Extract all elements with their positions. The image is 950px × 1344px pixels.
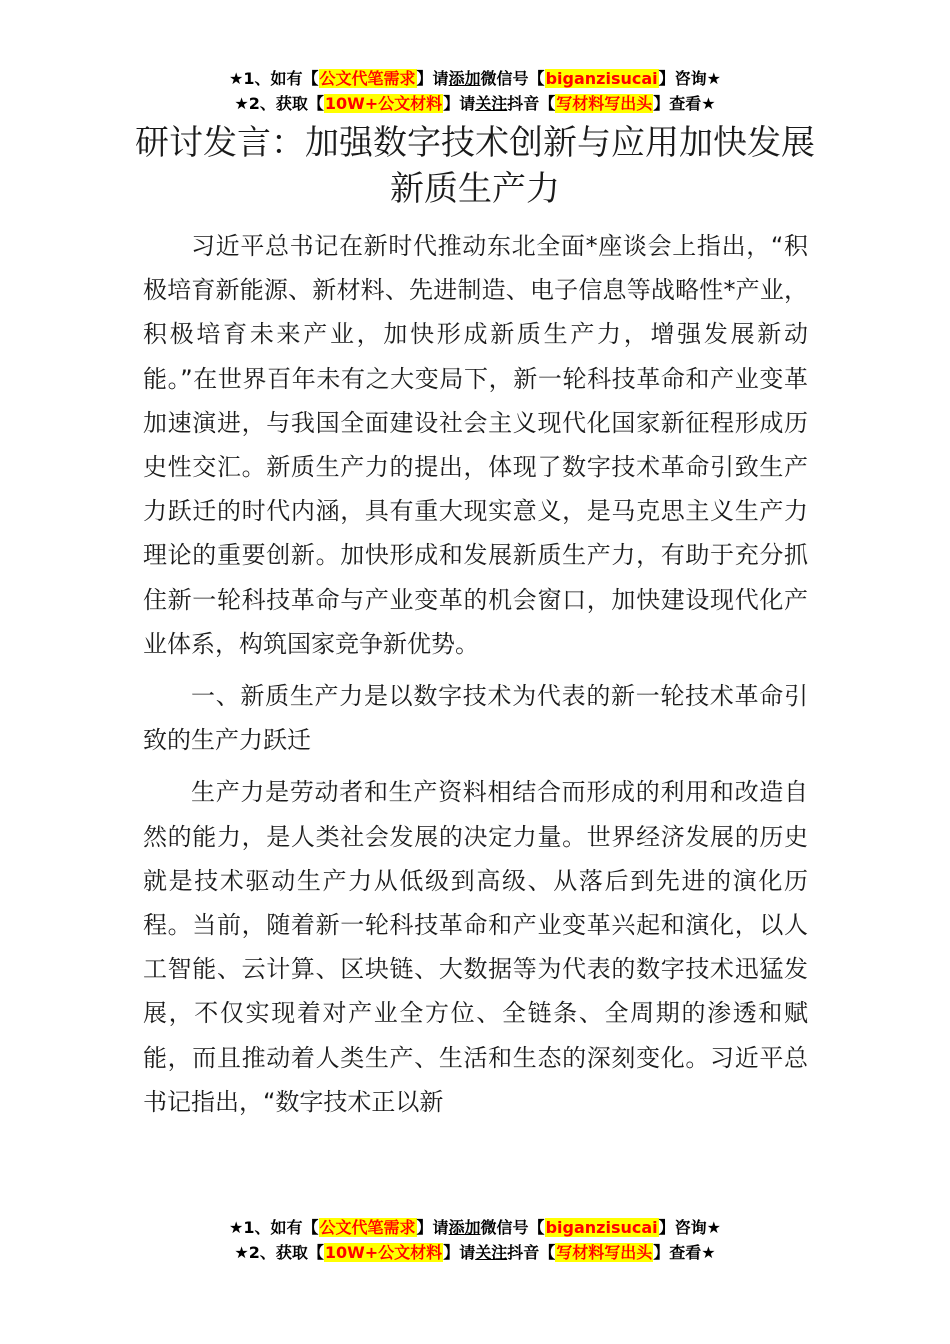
promo-line-1	[0, 66, 950, 91]
promo-text: 】查看	[653, 1243, 702, 1262]
underlined-text: 关注	[475, 1243, 508, 1262]
promo-text: 微信号【	[480, 1218, 545, 1237]
promo-line-1	[0, 1215, 950, 1240]
paragraph-intro: 习近平总书记在新时代推动东北全面*座谈会上指出，“积极培育新能源、新材料、先进制造、电子信息等战略性*产业，积极培育未来产业，加快形成新质生产力，增强发展新动能。”在世界百年未有之大变局下，新一轮科技革命和产业变革加速演进，与我国全面建设社会主义现代化国家新征程形成历史性交汇。新质生产力的提出，体现了数字技术革命引致生产力跃迁的时代内涵，具有重大现实意义，是马克思主义生产力理论的重要创新。加快形成和发展新质生产力，有助于充分抓住新一轮科技革命与产业变革的机会窗口，加快建设现代化产业体系，构筑国家竞争新优势。	[143, 232, 808, 658]
underlined-text: 关注	[475, 94, 508, 113]
promo-text: 】请	[416, 1218, 449, 1237]
highlight-text: 10W+公文材料	[324, 1243, 443, 1262]
promo-text: 】请	[443, 94, 476, 113]
star-icon: ★	[701, 1243, 716, 1262]
star-icon: ★	[229, 69, 244, 88]
highlight-text: 公文代笔需求	[319, 1218, 416, 1237]
promo-text: 抖音【	[507, 94, 556, 113]
promo-text: 2、获取【	[248, 1243, 324, 1262]
document-title: 研讨发言：加强数字技术创新与应用加快发展新质生产力	[135, 123, 815, 209]
promo-text: 】请	[443, 1243, 476, 1262]
star-icon: ★	[234, 94, 249, 113]
star-icon: ★	[706, 69, 721, 88]
star-icon: ★	[229, 1218, 244, 1237]
header-promo-banner	[0, 66, 950, 116]
star-icon: ★	[234, 1243, 249, 1262]
wechat-id-highlight: biganzisucai	[545, 69, 658, 88]
document-body	[143, 224, 808, 1132]
promo-text: 1、如有【	[243, 1218, 319, 1237]
highlight-text: 10W+公文材料	[324, 94, 443, 113]
promo-text: 】咨询	[658, 1218, 707, 1237]
promo-text: 】请	[416, 69, 449, 88]
highlight-text: 公文代笔需求	[319, 69, 416, 88]
underlined-text: 添加	[448, 1218, 481, 1237]
promo-text: 】查看	[653, 94, 702, 113]
underlined-text: 添加	[448, 69, 481, 88]
douyin-id-highlight: 写材料写出头	[556, 94, 653, 113]
paragraph-body: 生产力是劳动者和生产资料相结合而形成的利用和改造自然的能力，是人类社会发展的决定力量。世界经济发展的历史就是技术驱动生产力从低级到高级、从落后到先进的演化历程。当前，随着新一轮科技革命和产业变革兴起和演化，以人工智能、云计算、区块链、大数据等为代表的数字技术迅猛发展，不仅实现着对产业全方位、全链条、全周期的渗透和赋能，而且推动着人类生产、生活和生态的深刻变化。习近平总书记指出，“数字技术正以新	[143, 778, 808, 1116]
promo-text: 】咨询	[658, 69, 707, 88]
promo-text: 2、获取【	[248, 94, 324, 113]
promo-text: 1、如有【	[243, 69, 319, 88]
promo-text: 微信号【	[480, 69, 545, 88]
footer-promo-banner	[0, 1215, 950, 1265]
promo-line-2	[0, 91, 950, 116]
section-heading: 一、新质生产力是以数字技术为代表的新一轮技术革命引致的生产力跃迁	[143, 682, 808, 755]
promo-text: 抖音【	[507, 1243, 556, 1262]
promo-line-2	[0, 1240, 950, 1265]
star-icon: ★	[706, 1218, 721, 1237]
douyin-id-highlight: 写材料写出头	[556, 1243, 653, 1262]
wechat-id-highlight: biganzisucai	[545, 1218, 658, 1237]
star-icon: ★	[701, 94, 716, 113]
